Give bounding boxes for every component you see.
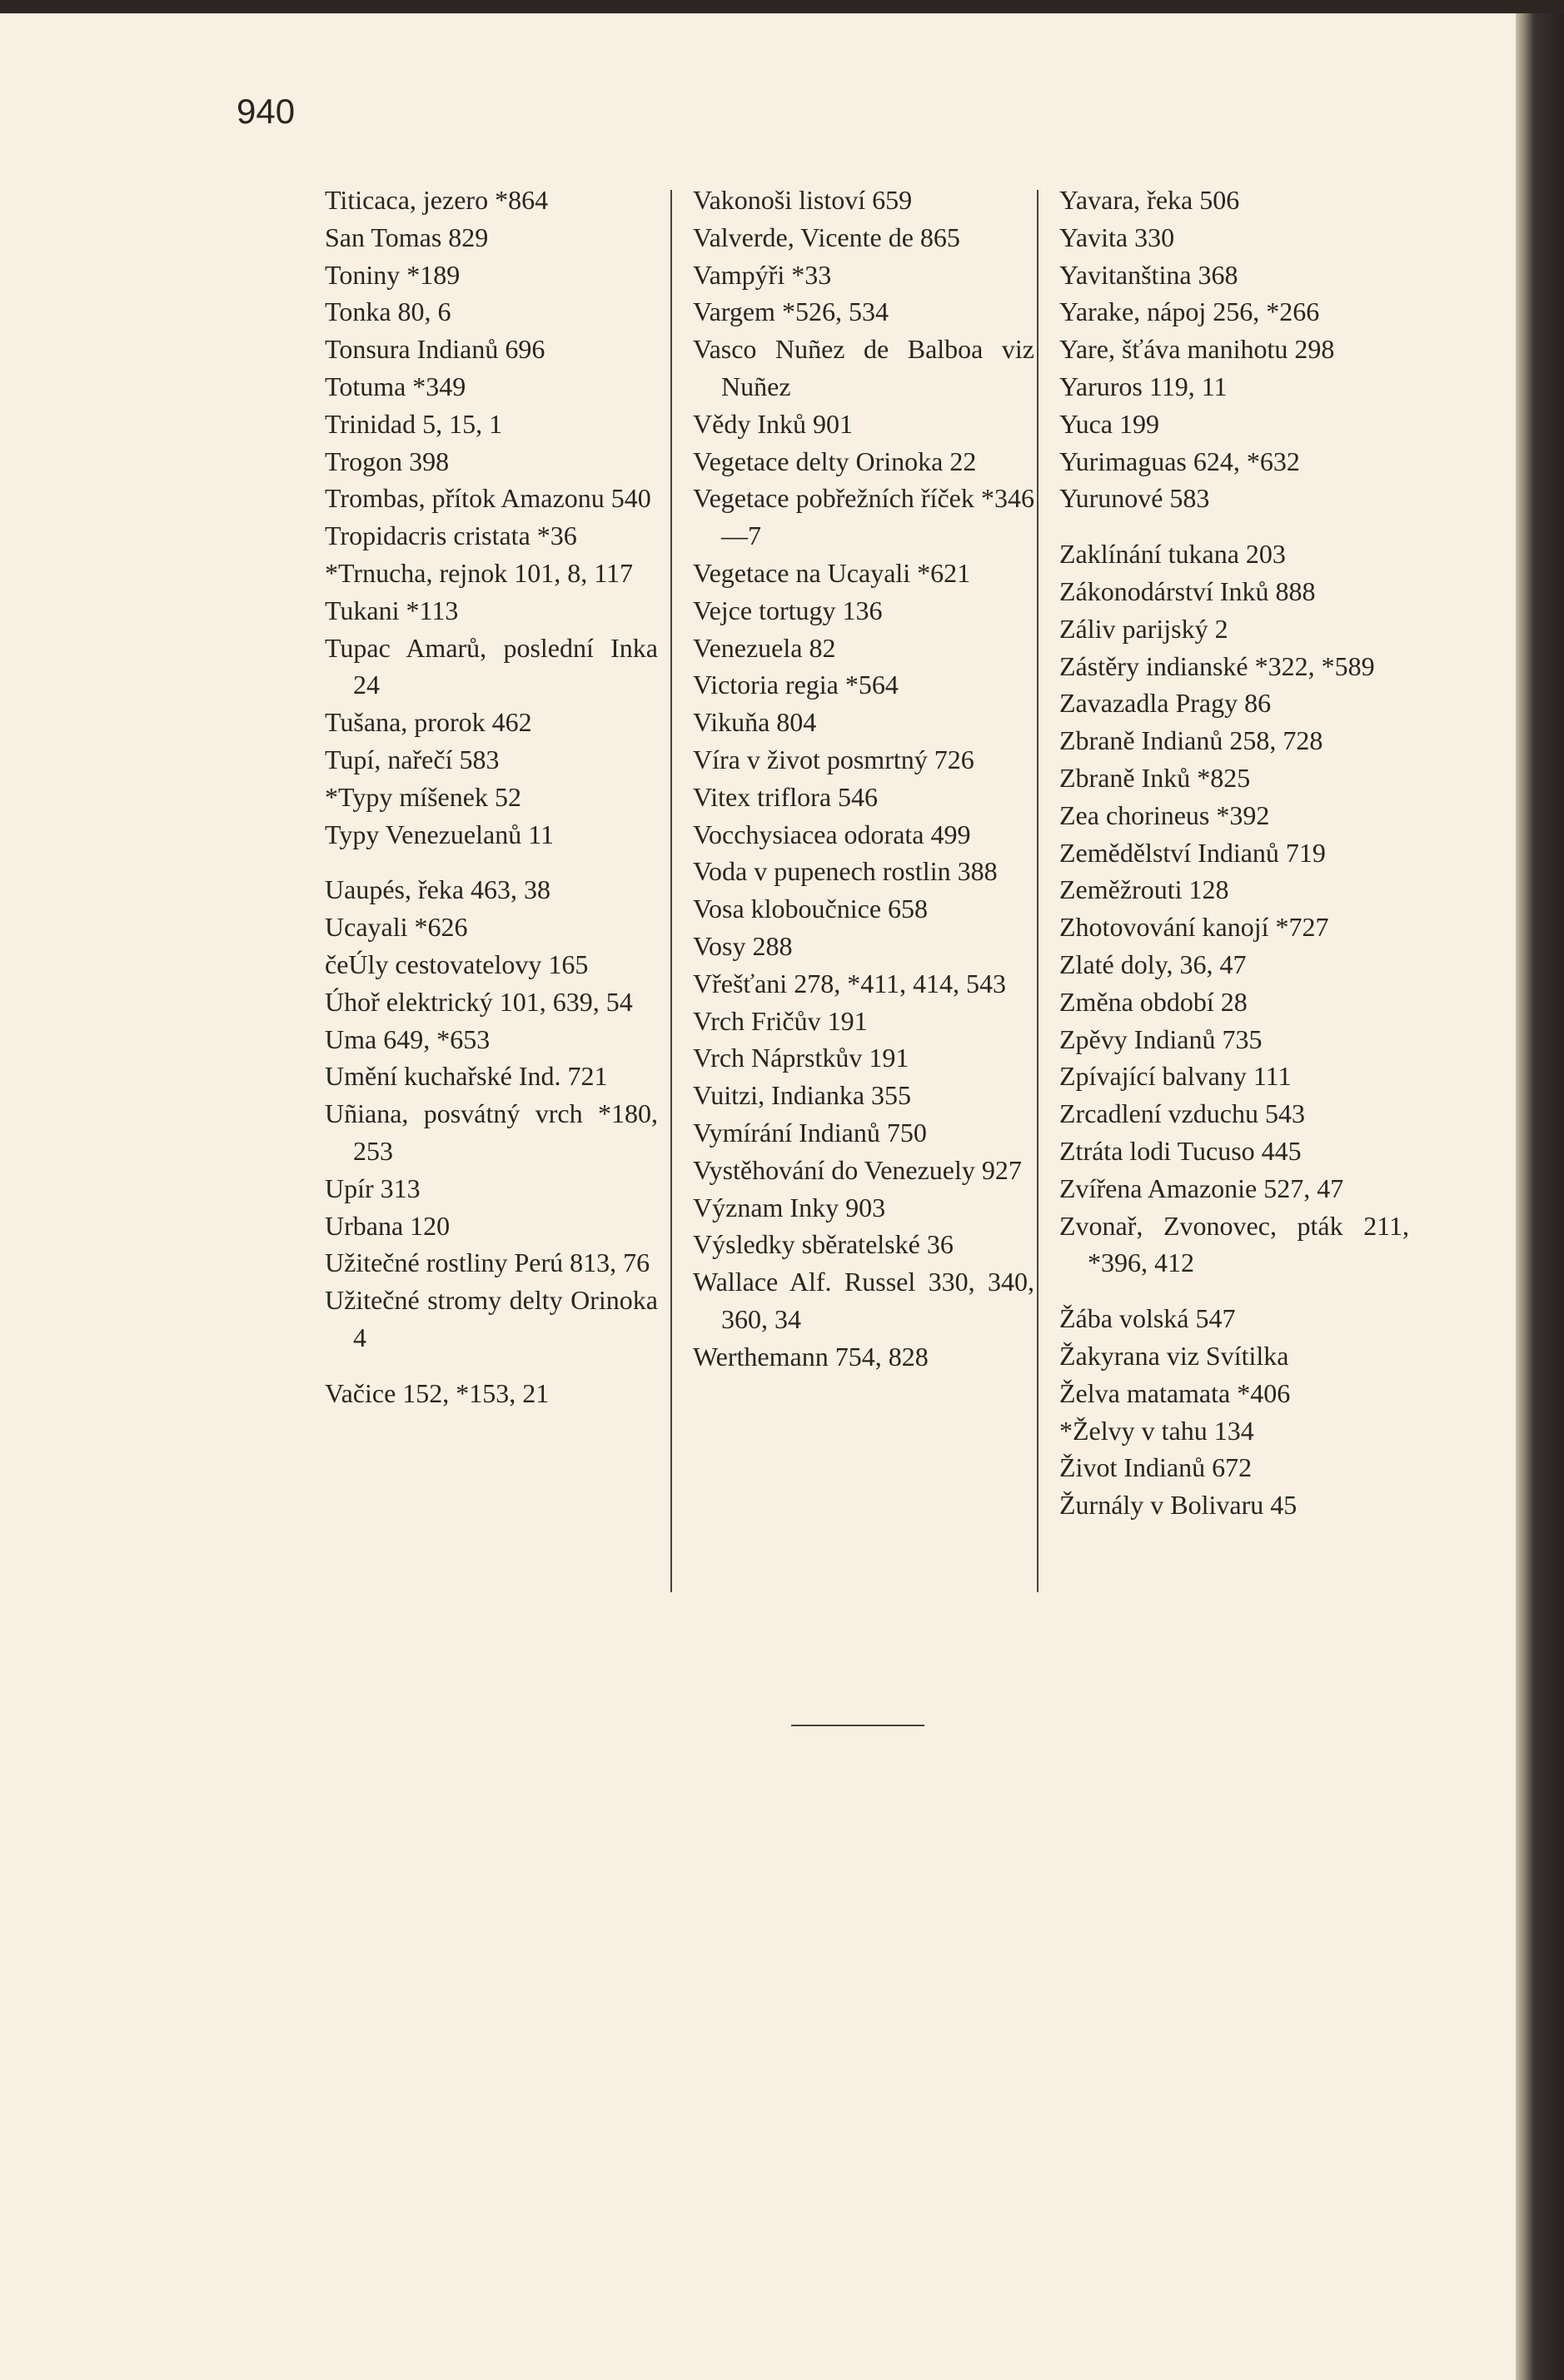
index-entry: Vačice 152, *153, 21 xyxy=(325,1377,550,1408)
index-entry: čeÚly cestovatelovy 165 xyxy=(325,949,589,979)
index-entry: Tupac Amarů, poslední Inka 24 xyxy=(325,632,658,700)
index-entry: Zrcadlení vzduchu 543 xyxy=(1059,1098,1305,1129)
index-entry: Zeměžrouti 128 xyxy=(1059,874,1229,905)
index-entry: Yurunové 583 xyxy=(1059,483,1210,514)
index-entry: Vřešťani 278, *411, 414, 543 xyxy=(693,968,1006,998)
index-entry: *Želvy v tahu 134 xyxy=(1059,1415,1254,1446)
index-entry: Yavara, řeka 506 xyxy=(1059,185,1240,215)
index-entry: Uma 649, *653 xyxy=(325,1023,491,1054)
index-entry: Vuitzi, Indianka 355 xyxy=(693,1080,912,1111)
index-entry: Vegetace delty Orinoka 22 xyxy=(693,446,977,476)
index-entry: Yarake, nápoj 256, *266 xyxy=(1059,296,1320,327)
letter-group-gap xyxy=(325,1357,658,1375)
letter-group-gap xyxy=(1059,1282,1409,1300)
index-entry: Význam Inky 903 xyxy=(693,1192,886,1222)
index-entry: Vrch Náprstkův 191 xyxy=(693,1043,909,1073)
index-entry: Yuca 199 xyxy=(1059,408,1159,439)
index-entry: Vampýři *33 xyxy=(693,259,832,290)
index-entry: Tupí, nařečí 583 xyxy=(325,744,500,774)
letter-group-gap xyxy=(1059,517,1409,535)
index-entry: Vejce tortugy 136 xyxy=(693,595,883,625)
index-entry: Tušana, prorok 462 xyxy=(325,707,532,738)
letter-group-gap xyxy=(325,853,658,871)
index-entry: Totuma *349 xyxy=(325,371,466,401)
index-column-2 xyxy=(693,182,1034,1376)
index-entry: Yavitanština 368 xyxy=(1059,259,1238,290)
index-entry: Želva matamata *406 xyxy=(1059,1377,1291,1408)
index-entry: Victoria regia *564 xyxy=(693,670,899,700)
index-entry: *Trnucha, rejnok 101, 8, 117 xyxy=(325,557,634,588)
index-entry: Zhotovování kanojí *727 xyxy=(1059,912,1329,943)
index-entry: Voda v pupenech rostlin 388 xyxy=(693,856,998,887)
index-entry: Toniny *189 xyxy=(325,259,461,290)
index-entry: Valverde, Vicente de 865 xyxy=(693,222,960,252)
index-entry: Tukani *113 xyxy=(325,595,459,625)
index-column-1 xyxy=(325,182,658,1412)
index-entry: Změna období 28 xyxy=(1059,986,1248,1017)
index-entry: Vosy 288 xyxy=(693,930,793,961)
index-entry: Uñiana, posvátný vrch *180, 253 xyxy=(325,1098,658,1166)
index-entry: Zvonař, Zvonovec, pták 211, *396, 412 xyxy=(1059,1210,1409,1278)
end-rule xyxy=(791,1725,924,1726)
index-entry: Vymírání Indianů 750 xyxy=(693,1117,927,1148)
index-entry: Venezuela 82 xyxy=(693,632,836,663)
page-right-edge xyxy=(1516,13,1564,2380)
index-entry: Trogon 398 xyxy=(325,446,450,476)
index-entry: Zbraně Inků *825 xyxy=(1059,762,1251,793)
index-entry: Vegetace na Ucayali *621 xyxy=(693,557,971,588)
index-entry: Umění kuchařské Ind. 721 xyxy=(325,1061,608,1092)
index-entry: Úhoř elektrický 101, 639, 54 xyxy=(325,986,633,1017)
index-entry: Vosa kloboučnice 658 xyxy=(693,894,929,924)
index-entry: Wallace Alf. Russel 330, 340, 360, 34 xyxy=(693,1267,1034,1334)
index-entry: Titicaca, jezero *864 xyxy=(325,185,549,215)
page-number: 940 xyxy=(237,92,296,131)
index-entry: Vystěhování do Venezuely 927 xyxy=(693,1154,1022,1185)
index-entry: Zvířena Amazonie 527, 47 xyxy=(1059,1173,1344,1203)
index-entry: Werthemann 754, 828 xyxy=(693,1341,929,1372)
index-entry: Výsledky sběratelské 36 xyxy=(693,1229,954,1260)
index-entry: Vitex triflora 546 xyxy=(693,781,879,812)
scan-top-border xyxy=(0,0,1564,13)
index-entry: San Tomas 829 xyxy=(325,222,489,252)
index-entry: Vasco Nuñez de Balboa viz Nuñez xyxy=(693,334,1034,401)
index-entry: Upír 313 xyxy=(325,1173,421,1203)
index-entry: Zlaté doly, 36, 47 xyxy=(1059,949,1247,979)
index-entry: Žakyrana viz Svítilka xyxy=(1059,1340,1289,1371)
index-entry: Urbana 120 xyxy=(325,1210,451,1241)
index-entry: Tonka 80, 6 xyxy=(325,296,451,327)
index-entry: Zástěry indianské *322, *589 xyxy=(1059,650,1375,681)
index-entry: Typy Venezuelanů 11 xyxy=(325,819,555,849)
index-entry: Vědy Inků 901 xyxy=(693,408,853,439)
index-entry: Yurimaguas 624, *632 xyxy=(1059,446,1300,476)
index-entry: Vikuňa 804 xyxy=(693,707,817,738)
index-entry: Zaklínání tukana 203 xyxy=(1059,539,1286,570)
index-column-3 xyxy=(1059,182,1409,1524)
index-entry: Užitečné rostliny Perú 813, 76 xyxy=(325,1247,650,1278)
index-entry: Zpívající balvany 111 xyxy=(1059,1061,1292,1092)
index-entry: Tropidacris cristata *36 xyxy=(325,520,577,551)
column-divider-2 xyxy=(1037,190,1039,1592)
index-entry: Vrch Fričův 191 xyxy=(693,1005,868,1036)
index-entry: Užitečné stromy delty Orinoka 4 xyxy=(325,1285,658,1352)
index-entry: Zavazadla Pragy 86 xyxy=(1059,688,1272,719)
index-entry: Tonsura Indianů 696 xyxy=(325,334,545,365)
index-entry: Trombas, přítok Amazonu 540 xyxy=(325,483,651,514)
index-entry: Žába volská 547 xyxy=(1059,1303,1236,1334)
index-entry: Vakonoši listoví 659 xyxy=(693,185,913,215)
index-entry: Uaupés, řeka 463, 38 xyxy=(325,874,551,905)
index-entry: Víra v život posmrtný 726 xyxy=(693,744,974,774)
index-entry: Zbraně Indianů 258, 728 xyxy=(1059,725,1323,756)
index-entry: Yaruros 119, 11 xyxy=(1059,371,1228,401)
index-entry: Vargem *526, 534 xyxy=(693,296,889,327)
index-entry: Trinidad 5, 15, 1 xyxy=(325,408,503,439)
index-entry: Yare, šťáva manihotu 298 xyxy=(1059,334,1335,365)
index-entry: Vegetace pobřežních říček *346—7 xyxy=(693,483,1034,551)
index-entry: Yavita 330 xyxy=(1059,222,1175,252)
index-entry: Záliv parijský 2 xyxy=(1059,613,1228,644)
index-entry: Zea chorineus *392 xyxy=(1059,799,1270,830)
index-entry: Zemědělství Indianů 719 xyxy=(1059,837,1326,868)
index-entry: Zpěvy Indianů 735 xyxy=(1059,1023,1263,1054)
index-entry: *Typy míšenek 52 xyxy=(325,781,521,812)
index-entry: Vocchysiacea odorata 499 xyxy=(693,819,971,849)
index-entry: Ucayali *626 xyxy=(325,912,468,943)
index-entry: Zákonodárství Inků 888 xyxy=(1059,575,1316,606)
index-entry: Život Indianů 672 xyxy=(1059,1452,1253,1483)
index-entry: Žurnály v Bolivaru 45 xyxy=(1059,1490,1298,1521)
index-entry: Ztráta lodi Tucuso 445 xyxy=(1059,1135,1302,1166)
column-divider-1 xyxy=(670,190,672,1592)
